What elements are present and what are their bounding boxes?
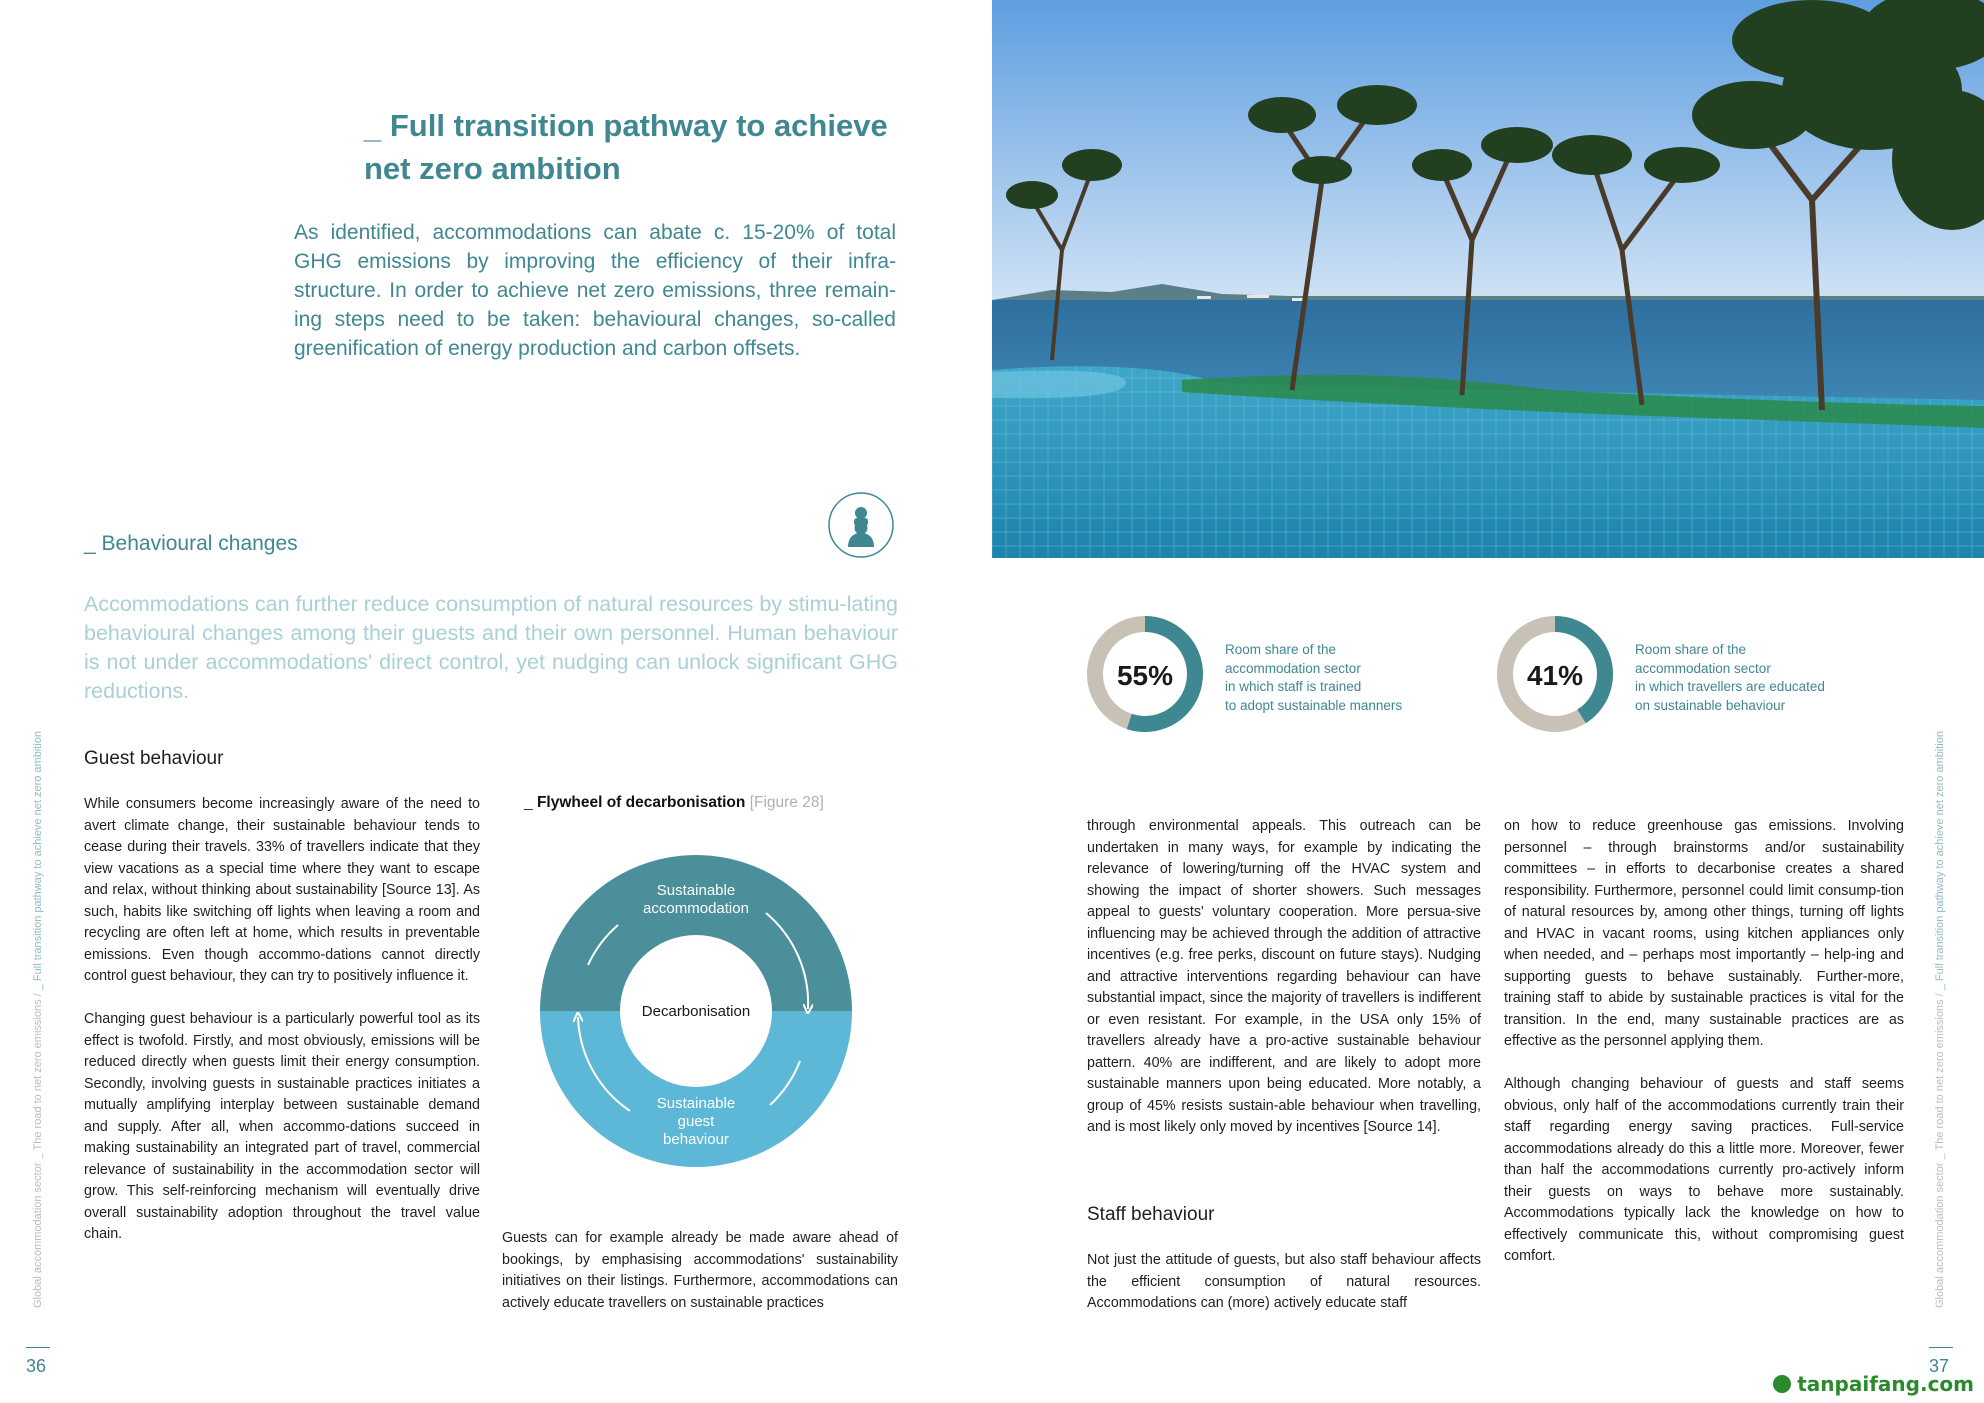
stat-donut-travellers [1496, 615, 1614, 733]
stat-caption-staff-4: to adopt sustainable manners [1225, 697, 1403, 713]
section-title: Behavioural changes [101, 532, 298, 555]
guest-behaviour-heading: Guest behaviour [84, 748, 224, 769]
right-col2-paragraph-1: on how to reduce greenhouse gas emissions. Involving personnel – through brainstorms and/or sustainability committees – in efforts to decarbonise creates a shared responsibility. Furthermore, personnel could limit consump-tion of natural resources by, among other things, turning off lights and HVAC in vacant rooms, using kitchen appliances only when needed, and – perhaps most importantly – help-ing and supporting guests to behave sustainably. Further-more, training staff to abide by sustainable practices is vital for the transition. In the end, many sustainable practices are as effective as the personnel applying them. [1504, 818, 1904, 1049]
flywheel-top-label-2: accommodation [643, 900, 749, 917]
page-number-left: 36 [26, 1356, 47, 1376]
flywheel-center-label: Decarbonisation [641, 1003, 751, 1020]
flywheel-top-segment [540, 855, 852, 1011]
guest-paragraph-1: While consumers become increasingly aware of the need to avert climate change, their sustainable behaviour tends to cease during their travels. 33% of travellers indicate that they view vacations as a special time where they want to escape and relax, without thinking about sustainability [Source 13]. As such, habits like switching off lights when leaving a room and recycling are often left at home, which results in preventable emissions. Even though accommo-dations cannot directly control guest behaviour, they can try to positively influence it. [84, 796, 480, 984]
page-number-rule-left [26, 1347, 50, 1348]
stat-caption-travellers-1: Room share of the [1635, 642, 1747, 657]
right-column-1 [1087, 816, 1481, 1160]
stat-caption-travellers-3: in which travellers are educated [1635, 679, 1825, 694]
guest-paragraph-2: Changing guest behaviour is a particularly powerful tool as its effect is twofold. Firstly, and most obviously, emissions will be reduced directly when guests limit their energy consumption. Secondly, involving guests in sustainable practices initiates a mutually amplifying interplay between sustainable demand and supply. After all, when accommo-dations succeed in making sustainability an integrated part of travel, commercial relevance of sustainability in the accommodation sector will grow. This self-reinforcing mechanism will eventually drive overall sustainability adoption throughout the travel value chain. [84, 1011, 480, 1242]
figure-title-text: Flywheel of decarbonisation [536, 794, 746, 811]
person-icon [827, 491, 895, 559]
flywheel-bottom-label-3: behaviour [663, 1131, 729, 1148]
page-title [364, 104, 924, 190]
title-line-1: Full transition pathway to achieve [389, 108, 888, 143]
side-left-a: Global accommodation sector _ The road to net zero emissions / [32, 990, 44, 1308]
flywheel-bottom-label-1: Sustainable [656, 1095, 736, 1112]
stat-value-staff: 55% [1116, 660, 1174, 691]
stat-caption-travellers-4: on sustainable behaviour [1635, 697, 1786, 713]
flywheel-top-label-1: Sustainable [656, 882, 736, 899]
right-col2-paragraph-2: Although changing behaviour of guests and staff seems obvious, only half of the accommodations currently train their staff regarding energy saving practices. Full-service accommodations already do this a little more. Moreover, fewer than half the accommodations currently pro-actively inform their guests on ways to behave more sustainably. Accommodations typically lack the knowledge on how to effectively communicate this, without compromising guest comfort. [1504, 1076, 1904, 1264]
watermark-text: tanpaifang.com [1797, 1372, 1974, 1396]
figure-dash: _ [524, 794, 533, 811]
page-number-rule-right [1929, 1347, 1953, 1348]
stat-value-travellers: 41% [1526, 660, 1584, 691]
leaf-icon [1773, 1375, 1791, 1393]
stat-caption-staff-2: accommodation sector [1225, 660, 1361, 676]
side-left-b: _ Full transition pathway to achieve net zero ambition [32, 731, 44, 991]
stat-caption-staff-3: in which staff is trained [1225, 679, 1362, 694]
stat-caption-staff [1225, 641, 1435, 715]
guest-paragraph-3: Guests can for example already be made aware ahead of bookings, by emphasising accommodations' sustainability initiatives on their listings. Furthermore, accommodations can actively educate travellers on sustainable practices [502, 1230, 898, 1311]
stat-caption-staff-1: Room share of the [1225, 642, 1337, 657]
right-column-2 [1504, 816, 1904, 1289]
side-right-a: Global accommodation sector _ The road to net zero emissions / [1934, 990, 1946, 1308]
page-number-right: 37 [1929, 1356, 1950, 1376]
figure-title [524, 794, 824, 812]
stat-caption-travellers [1635, 641, 1855, 715]
stat-donut-staff [1086, 615, 1204, 733]
title-dash: _ [364, 108, 382, 143]
stat-caption-travellers-2: accommodation sector [1635, 660, 1771, 676]
flywheel-diagram [538, 853, 854, 1169]
section-lead: Accommodations can further reduce consumption of natural resources by stimu-lating behavioural changes among their guests and their own personnel. Human behaviour is not under accommodations' direct control, yet nudging can unlock significant GHG reductions. [84, 592, 898, 703]
title-line-2: net zero ambition [364, 151, 621, 186]
watermark [1773, 1372, 1974, 1396]
infinity-pool-photo [992, 0, 1984, 558]
flywheel-bottom-label-2: guest [677, 1113, 715, 1130]
staff-behaviour-heading: Staff behaviour [1087, 1204, 1215, 1225]
side-running-title-right [1934, 731, 1946, 1308]
guest-column [84, 794, 480, 1267]
intro-paragraph: As identified, accommodations can abate c. 15-20% of total GHG emissions by improving the efficiency of their infra-structure. In order to achieve net zero emissions, three remain-ing steps need to be taken: behavioural changes, so-called greenification of energy production and carbon offsets. [294, 221, 896, 360]
right-col1-paragraph-1: through environmental appeals. This outreach can be undertaken in many ways, for example by indicating the relevance of lowering/turning off the HVAC system and showing the impact of shorter showers. Such messages appeal to guests' voluntary cooperation. More persua-sive influencing may be achieved through the addition of attractive incentives (e.g. free perks, discount on future stays). Nudging and attractive interventions regarding behaviour can have substantial impact, since the majority of travellers is indifferent or even resistant. For example, in the USA only 15% of travellers already have a pro-active sustainable behaviour pattern. 40% are indifferent, and are likely to adopt more sustainable manners upon being educated. More notably, a group of 45% resists sustain-able behaviour when travelling, and is most likely only moved by incentives [Source 14]. [1087, 818, 1481, 1135]
side-running-title-left [32, 731, 44, 1308]
section-heading [84, 532, 298, 556]
section-dash: _ [84, 532, 96, 555]
right-col1-paragraph-2: Not just the attitude of guests, but also staff behaviour affects the efficient consumption of natural resources. Accommodations can (more) actively educate staff [1087, 1252, 1481, 1311]
figure-ref: [Figure 28] [749, 794, 824, 811]
side-right-b: _ Full transition pathway to achieve net zero ambition [1934, 731, 1946, 991]
